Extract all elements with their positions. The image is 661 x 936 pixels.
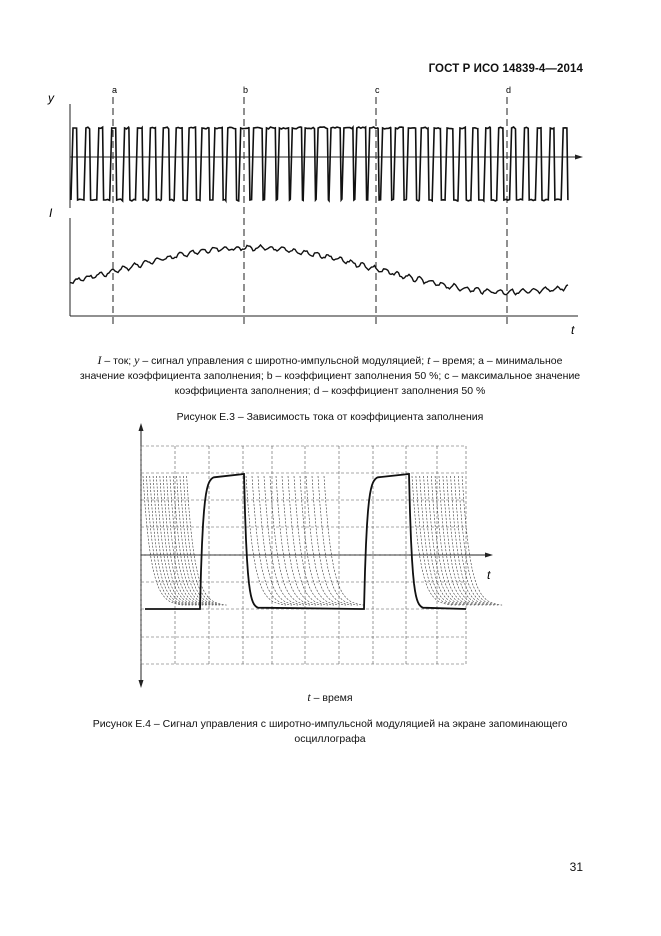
legend-line-3: коэффициента заполнения; d – коэффициент заполнения 50 % — [174, 385, 486, 397]
scope-vertical-arrow-up — [139, 423, 144, 431]
page-number: 31 — [569, 860, 583, 874]
legend-i-text: – ток; — [101, 355, 135, 367]
legend-i-symbol: I — [97, 353, 102, 367]
marker-b: b — [243, 85, 249, 95]
scope-ghost-traces — [143, 476, 502, 605]
scope-time-arrow — [485, 553, 493, 558]
legend-t-text: – время; a – минимальное — [430, 355, 563, 367]
scope-t-label: t — [487, 568, 491, 582]
marker-d: d — [506, 85, 512, 95]
figure-e4-caption — [40, 717, 620, 747]
legend-y-symbol: y — [134, 353, 140, 367]
figure-e4-caption-line-2: осциллографа — [294, 733, 366, 745]
legend-t-symbol: t — [427, 353, 431, 367]
figure-e4-axis-caption — [200, 690, 460, 706]
document-header: ГОСТ Р ИСО 14839-4—2014 — [428, 63, 583, 75]
legend-line-2: значение коэффициента заполнения; b – коэффициент заполнения 50 %; c – максимальное значение — [79, 370, 581, 382]
legend-y-text: – сигнал управления с широтно-импульсной модуляцией; — [139, 355, 428, 367]
marker-c: c — [375, 85, 380, 95]
y-axis-label: y — [48, 91, 54, 105]
scope-vertical-arrow-down — [139, 680, 144, 688]
scope-main-trace — [145, 474, 466, 609]
figure-e3-caption: Рисунок Е.3 – Зависимость тока от коэффициента заполнения — [176, 411, 484, 423]
t-axis-label: t — [571, 323, 575, 337]
axis-caption-text: – время — [310, 692, 353, 704]
marker-a: a — [112, 85, 118, 95]
figure-e4-caption-line-1: Рисунок Е.4 – Сигнал управления с широтно-импульсной модуляцией на экране запоминающего — [92, 718, 568, 730]
i-axis-label: I — [49, 206, 53, 220]
axis-caption-symbol: t — [307, 690, 311, 704]
